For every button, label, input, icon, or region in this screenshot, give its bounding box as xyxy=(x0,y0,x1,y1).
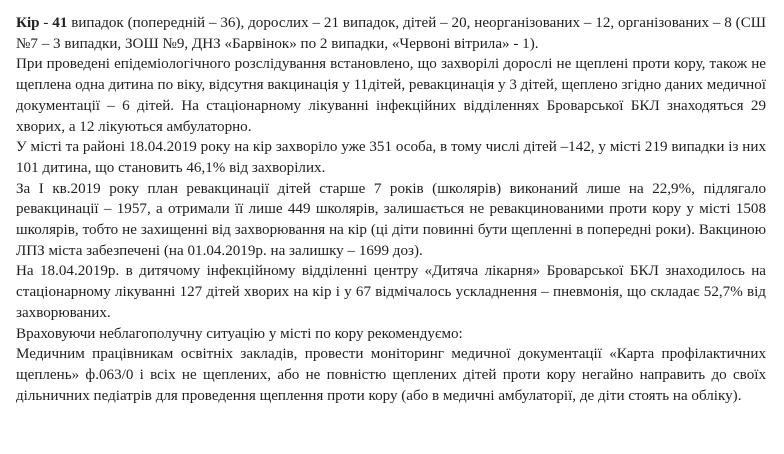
paragraph-recommendation-intro: Враховуючи неблагополучну ситуацію у місті по кору рекомендуємо: xyxy=(16,325,463,342)
paragraph-recommendation-medical-staff: Медичним працівникам освітніх закладів, провести моніторинг медичної документації «Карта профілактичних щеплень» ф.063/0 і всіх не щеплених, або не повністю щеплених дітей проти кору негайно направить до своїх дільничних педіатрів для проведення щеплення проти кору (або в медичні амбулаторії, де діти стоять на обліку). xyxy=(16,346,766,404)
paragraph-childrens-hospital: На 18.04.2019р. в дитячому інфекційному відділенні центру «Дитяча лікарня» Броварської БКЛ знаходилось на стаціонарному лікуванні 127 дітей хворих на кір і у 67 відмічалось ускладнення – пневмонія, що складає 52,7% від захворюваних. xyxy=(16,263,766,321)
paragraph-revaccination-plan: За І кв.2019 року план ревакцинації дітей старше 7 років (школярів) виконаний лише на 22,9%, підлягало ревакцинації – 1957, а отримали її лише 449 школярів, залишається не ревакцинованими проти кору у місті 1508 школярів, тобто не захищенні від захворювання на кір (ці діти повинні бути щепленні в попередні роки). Вакциною ЛПЗ міста забезпечені (на 01.04.2019р. на залишку – 1699 доз). xyxy=(16,180,766,259)
measles-dash: - xyxy=(39,15,53,31)
paragraph-investigation: При проведені епідеміологічного розслідування встановлено, що захворілі дорослі не щеплені проти кору, також не щеплена одна дитина по віку, відсутня вакцинація у 11дітей, ревакцинація у 3 дітей, щеплено згідно даних медичної документації – 6 дітей. На стаціонарному лікуванні інфекційних відділеннях Броварської БКЛ знаходяться 29 хворих, а 12 лікуються амбулаторно. xyxy=(16,56,766,135)
measles-case-count: 41 xyxy=(52,15,68,31)
measles-case-details: випадок (попередній – 36), дорослих – 21 випадок, дітей – 20, неорганізованих – 12, організованих – 8 (СШ №7 – 3 випадки, ЗОШ №9, ДНЗ «Барвінок» по 2 випадки, «Червоні вітрила» - 1). xyxy=(16,15,766,52)
paragraph-measles-cases xyxy=(16,13,766,54)
paragraph-city-district-stats: У місті та районі 18.04.2019 року на кір захворіло уже 351 особа, в тому числі дітей –142, у місті 219 випадки із них 101 дитина, що становить 46,1% від захворілих. xyxy=(16,139,766,176)
document-page xyxy=(16,13,766,406)
measles-label: Кір xyxy=(16,15,40,31)
